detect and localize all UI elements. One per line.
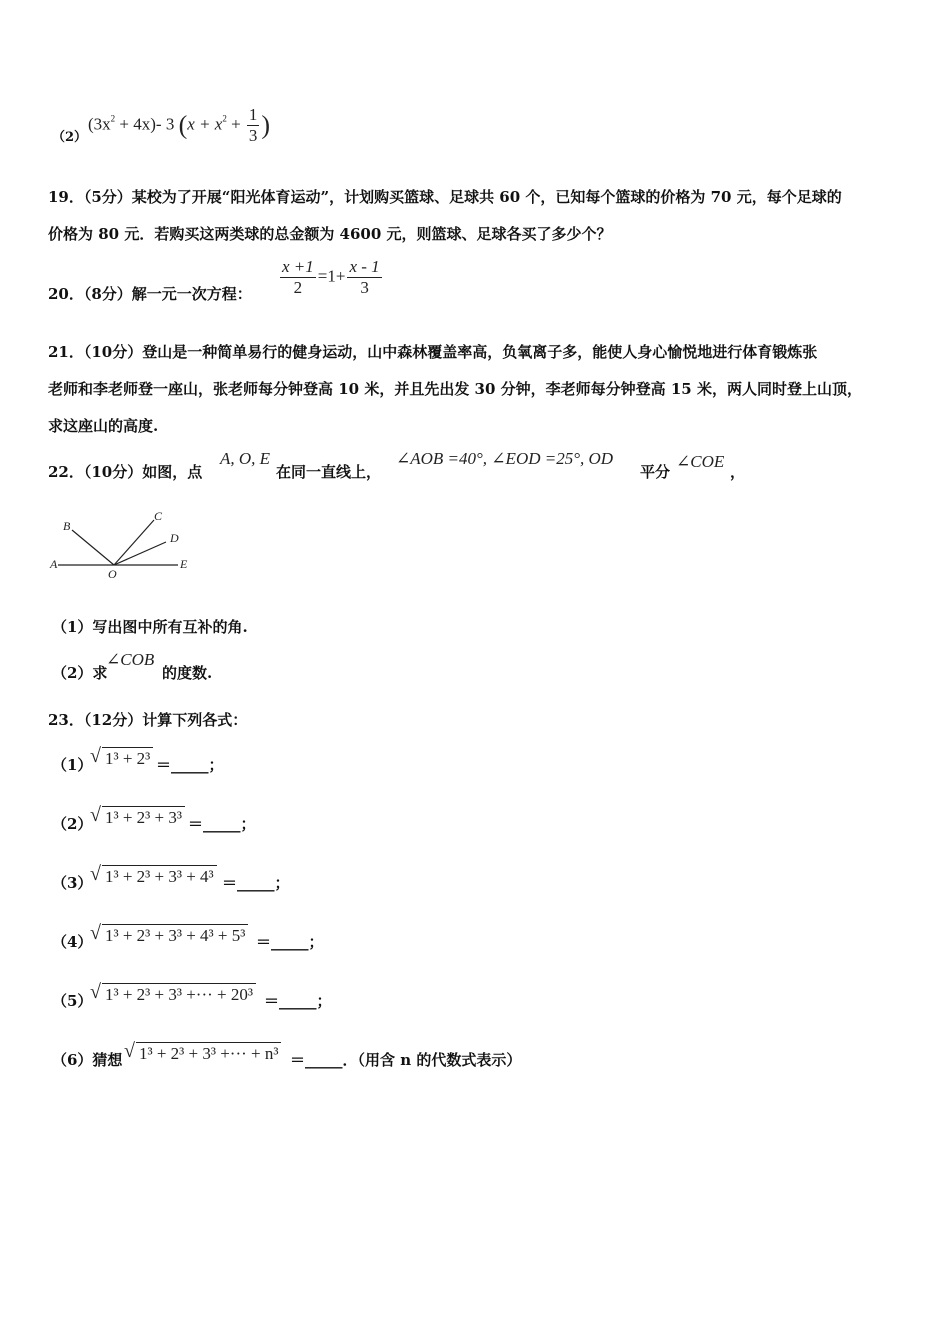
q21-line3: 求这座山的高度. [48,417,159,435]
q23-item4-label: （4） [52,933,93,951]
q23-item6-tail: ＝_____．（用含 n 的代数式表示） [290,1051,522,1069]
q22-angle-coe: ∠COE [676,452,725,471]
q22-points: A, O, E [220,449,271,468]
q22-comma: ， [730,463,746,481]
q22-sub1: （1）写出图中所有互补的角. [52,618,248,636]
q22-sub2-angle: ∠COB [106,650,155,669]
q23-item5-label: （5） [52,992,93,1010]
q22-prefix: 22．（10分）如图，点 [48,463,203,481]
q22-sub2-prefix: （2）求 [52,664,108,682]
q20-equation: $\frac{x +1}{2}$ =1+ $\frac{x - 1}{3}$ [282,257,380,297]
q19-line1: 19．（5分）某校为了开展“阳光体育运动”，计划购买篮球、足球共 60 个，已知每个篮球的价格为 70 元，每个足球的 [48,188,842,206]
q18-part2-expression: $(3x^2 + 4x)-$ 3 ($x + x^2$ + $\frac{1}{3}$ ) [88,105,271,145]
q20-prompt: 20．（8分）解一元一次方程： [48,285,252,303]
q22-angles: ∠AOB =40°, ∠EOD =25°, OD [396,449,614,468]
ray-ob [72,530,114,565]
q19-line2: 价格为 80 元．若购买这两类球的总金额为 4600 元，则篮球、足球各买了多少个？ [48,225,612,243]
q23-item6-label: （6）猜想 [52,1051,123,1069]
q22-mid: 在同一直线上， [276,463,382,481]
q23-item6-expr: √ 1³ + 2³ + 3³ +··· + n³ [124,1042,281,1065]
label-d: D [170,531,179,545]
q23-item5-tail: ＝_____； [264,992,332,1010]
q23-item3-tail: ＝_____； [222,874,290,892]
q23-item4-expr: √ 1³ + 2³ + 3³ + 4³ + 5³ [90,924,248,947]
q23-item5-expr: √ 1³ + 2³ + 3³ +··· + 20³ [90,983,256,1006]
ray-od [114,542,166,565]
q23-item1-label: （1） [52,756,93,774]
q21-line2: 老师和李老师登一座山，张老师每分钟登高 10 米，并且先出发 30 分钟，李老师每分钟登高 15 米，两人同时登上山顶， [48,380,862,398]
angle-diagram [48,510,198,590]
q23-item4-tail: ＝_____； [256,933,324,951]
label-o: O [108,567,117,581]
label-e: E [180,557,188,571]
q23-title: 23．（12分）计算下列各式： [48,711,248,729]
q23-item1-tail: ＝_____； [156,756,224,774]
q23-item3-label: （3） [52,874,93,892]
q18-part2-label: （2） [52,130,88,145]
label-c: C [154,510,163,523]
label-a: A [50,557,58,571]
q23-item2-tail: ＝_____； [188,815,256,833]
q23-item1-expr: √ 1³ + 2³ [90,747,153,770]
label-b: B [63,519,71,533]
q22-sub2-suffix: 的度数. [162,664,213,682]
q21-line1: 21．（10分）登山是一种简单易行的健身运动，山中森林覆盖率高，负氧离子多，能使人身心愉悦地进行体育锻炼张 [48,343,818,361]
q23-item2-expr: √ 1³ + 2³ + 3³ [90,806,185,829]
ray-oc [114,520,154,565]
q23-item2-label: （2） [52,815,93,833]
q22-bisect: 平分 [640,463,671,481]
q23-item3-expr: √ 1³ + 2³ + 3³ + 4³ [90,865,217,888]
